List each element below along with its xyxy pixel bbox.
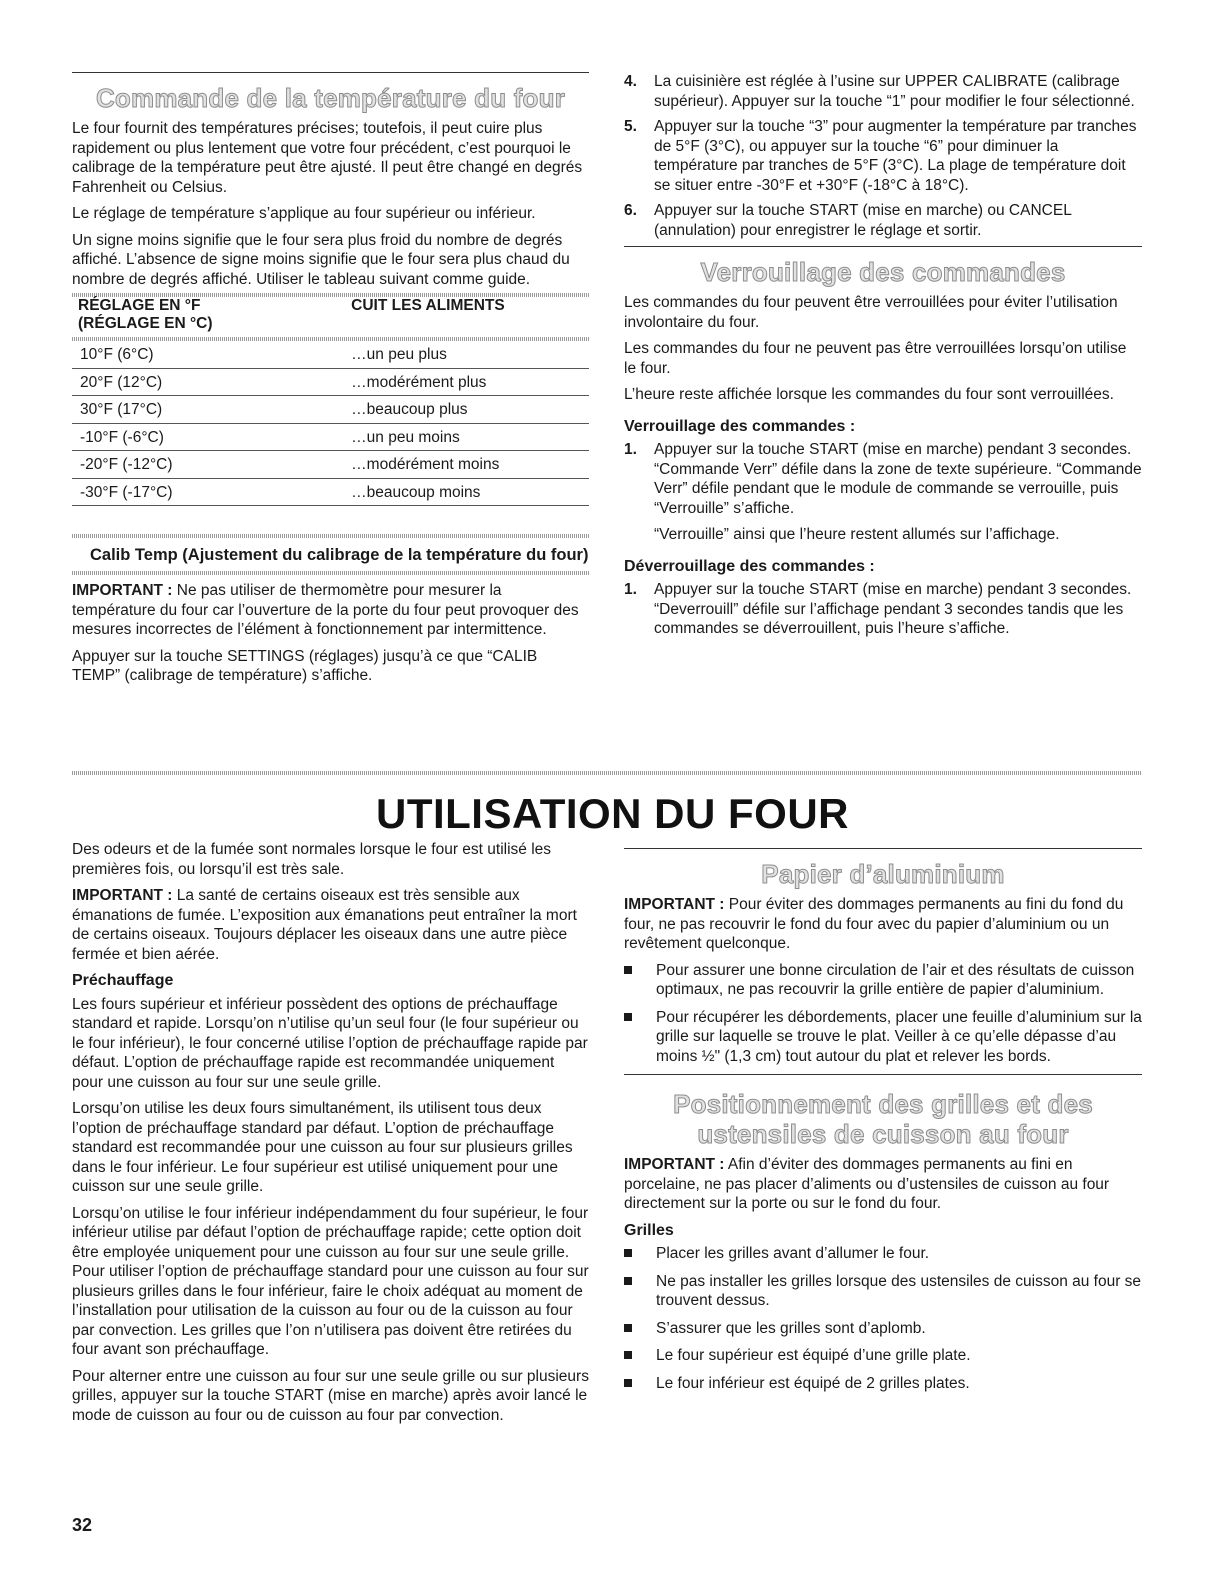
bullet-text: Le four supérieur est équipé d’une grille plate. [656,1347,971,1364]
calib-important [72,581,589,640]
lock-paragraph-2: Les commandes du four ne peuvent pas être verrouillées lorsqu’on utilise le four. [624,340,1127,377]
unlock-steps-list [624,580,1142,639]
unlock-step [624,580,1142,639]
racks-heading [624,1089,1142,1149]
table-row [72,396,589,424]
square-bullet-icon [624,1351,632,1359]
lock-step-note: “Verrouille” ainsi que l’heure restent allumés sur l’affichage. [654,526,1060,543]
table-cell-result: …beaucoup moins [351,478,589,506]
square-bullet-icon [624,1324,632,1332]
temp-control-paragraph-2: Le réglage de température s’applique au four supérieur ou inférieur. [72,205,536,222]
table-cell-setting: 30°F (17°C) [72,396,351,424]
important-label: IMPORTANT : [624,1156,725,1173]
lock-paragraph-1: Les commandes du four peuvent être verrouillées pour éviter l’utilisation involontaire du four. [624,294,1118,331]
usage-paragraph-1: Des odeurs et de la fumée sont normales lorsque le four est utilisé les premières fois, ou lorsqu’il est très sale. [72,841,552,878]
step-number: 1. [624,441,637,458]
foil-important-text: Pour éviter des dommages permanents au fini du fond du four, ne pas recouvrir le fond du four avec du papier d’aluminium ou un revêtement quelconque. [624,896,1124,952]
calib-step-text: La cuisinière est réglée à l’usine sur UPPER CALIBRATE (calibrage supérieur). Appuyer sur la touche “1” pour modifier le four sélectionné. [654,73,1135,110]
unlock-step-note: “Deverrouill” défile sur l’affichage pendant 3 secondes tandis que les commandes se déverrouillent, puis l’heure s’affiche. [654,600,1124,637]
usage-important [72,886,589,964]
racks-important [624,1155,1142,1214]
table-row [72,423,589,451]
table-cell-setting: 10°F (6°C) [72,341,351,368]
section-rule [72,72,589,73]
temp-control-paragraph-1: Le four fournit des températures précises; toutefois, il peut cuire plus rapidement ou plus lentement que votre four précédent, c’est pourquoi le calibrage de la température peut être ajusté. Il peut être changé en degrés Fahrenheit ou Celsius. [72,120,583,196]
table-cell-result: …un peu moins [351,423,589,451]
bullet-item [624,1319,1142,1339]
square-bullet-icon [624,1379,632,1387]
table-header-setting [72,297,351,337]
table-row [72,368,589,396]
bullet-item [624,1374,1142,1394]
table-cell-result: …modérément moins [351,451,589,479]
usage-important-text: La santé de certains oiseaux est très sensible aux émanations de fumée. L’exposition aux émanations peut entraîner la mort de certains oiseaux. Toujours déplacer les oiseaux dans une autre pièce fermée et bien aérée. [72,887,577,963]
step-number: 6. [624,202,637,219]
calibration-table [72,297,589,337]
calib-step [624,117,1142,195]
square-bullet-icon [624,966,632,974]
step-number: 1. [624,581,637,598]
preheat-subheading: Préchauffage [72,972,174,989]
table-cell-result: …modérément plus [351,368,589,396]
lock-step [624,440,1142,545]
table-cell-setting: -30°F (-17°C) [72,478,351,506]
table-header-setting-c: (RÉGLAGE EN °C) [78,315,213,332]
bullet-text: Pour assurer une bonne circulation de l’air et des résultats de cuisson optimaux, ne pas recouvrir la grille entière de papier d’aluminium. [656,961,1135,998]
calib-divider-bottom [72,571,589,575]
important-label: IMPORTANT : [72,582,173,599]
page-title: UTILISATION DU FOUR [375,790,850,837]
unlock-subheading: Déverrouillage des commandes : [624,557,875,575]
racks-important-text: Afin d’éviter des dommages permanents au fini en porcelaine, ne pas placer d’aliments ou d’ustensiles de cuisson au four directement sur la porte ou sur le fond du four. [624,1156,1110,1212]
lock-paragraph-3: L’heure reste affichée lorsque les commandes du four sont verrouillées. [624,386,1114,403]
table-row [72,478,589,506]
calib-important-text: Ne pas utiliser de thermomètre pour mesurer la température du four car l’ouverture de la porte du four peut provoquer des mesures incorrectes de l’élément à fonctionnement par intermittence. [72,582,579,638]
table-row [72,451,589,479]
preheat-paragraph-3: Lorsqu’on utilise le four inférieur indépendamment du four supérieur, le four inférieur utilise par défaut l’option de préchauffage rapide; cette option doit être employée uniquement pour une cuisson au four sur une seule grille. Pour utiliser l’option de préchauffage standard pour une cuisson au four sur plusieurs grilles dans le four inférieur, faire le choix adéquat au moment de l’installation pour utilisation de la cuisson au four ou de la cuisson au four par convection. Les grilles que l’on n’utilisera pas doivent être retirées du four avant son préchauffage. [72,1204,589,1358]
calib-and-lock-section [624,72,1142,645]
racks-heading-line-1: Positionnement des grilles et des [673,1089,1093,1119]
page-divider [72,771,1142,775]
calib-step [624,72,1142,111]
foil-important [624,895,1142,954]
calib-step-text: Appuyer sur la touche START (mise en marche) ou CANCEL (annulation) pour enregistrer le réglage et sortir. [654,202,1072,239]
square-bullet-icon [624,1249,632,1257]
unlock-step-text: Appuyer sur la touche START (mise en marche) pendant 3 secondes. [654,581,1132,598]
lock-step-text: Appuyer sur la touche START (mise en marche) pendant 3 secondes. “Commande Verr” défile dans la zone de texte supérieure. “Commande Verr” défile pendant que le module de commande se verrouille, puis “Verrouille” s’affiche. [654,441,1142,517]
bullet-text: S’assurer que les grilles sont d’aplomb. [656,1319,926,1337]
temp-control-heading: Commande de la température du four [95,83,566,113]
lock-subheading: Verrouillage des commandes : [624,417,856,435]
table-row [72,341,589,368]
important-label: IMPORTANT : [624,896,725,913]
step-number: 5. [624,118,637,135]
square-bullet-icon [624,1013,632,1021]
grilles-subheading: Grilles [624,1221,674,1239]
bullet-text: Placer les grilles avant d’allumer le four. [656,1245,930,1262]
table-cell-result: …beaucoup plus [351,396,589,424]
section-rule [624,246,1142,247]
square-bullet-icon [624,1277,632,1285]
preheat-paragraph-2: Lorsqu’on utilise les deux fours simultanément, ils utilisent tous deux l’option de préchauffage standard par défaut. L’option de préchauffage standard est recommandée pour une cuisson au four sur plusieurs grilles dans le four inférieur. Le four supérieur est utilisé uniquement pour une cuisson sur une seule grille. [72,1100,573,1195]
bullet-text: Pour récupérer les débordements, placer une feuille d’aluminium sur la grille sur laquelle se trouve le plat. Veiller à ce qu’elle dépasse d’au moins ½" (1,3 cm) tout autour du plat et relever les bords. [656,1008,1142,1065]
table-header-row [72,297,589,337]
calib-step [624,201,1142,240]
bullet-item [624,1346,1142,1366]
racks-bullet-list [624,1244,1142,1393]
table-cell-result: …un peu plus [351,341,589,368]
bullet-text: Ne pas installer les grilles lorsque des ustensiles de cuisson au four se trouvent dessus. [656,1272,1142,1309]
temp-control-paragraph-3: Un signe moins signifie que le four sera plus froid du nombre de degrés affiché. L’absence de signe moins signifie que le four sera plus chaud du nombre de degrés affiché. Utiliser le tableau suivant comme guide. [72,231,570,288]
lock-heading: Verrouillage des commandes [700,257,1066,287]
preheat-paragraph-4: Pour alterner entre une cuisson au four sur une seule grille ou sur plusieurs grilles, appuyer sur la touche START (mise en marche) après avoir lancé le mode de cuisson au four ou de cuisson au four par convection. [72,1367,589,1424]
oven-usage-section [72,840,589,1432]
preheat-paragraph-1: Les fours supérieur et inférieur possèdent des options de préchauffage standard et rapide. Lorsqu’on n’utilise qu’un seul four (le four supérieur ou le four inférieur), le four concerné utilise l’option de préchauffage rapide par défaut. L’option de préchauffage rapide est recommandée uniquement pour une cuisson au four sur une seule grille. [72,995,588,1091]
table-header-setting-f: RÉGLAGE EN °F [78,297,201,314]
foil-heading: Papier d’aluminium [761,859,1005,889]
racks-heading-line-2: ustensiles de cuisson au four [697,1119,1069,1149]
table-cell-setting: -10°F (-6°C) [72,423,351,451]
calibration-table-body [72,341,589,506]
foil-bullet-list [624,961,1142,1067]
foil-and-racks-section [624,848,1142,1401]
step-number: 4. [624,73,637,90]
section-rule [624,848,1142,849]
important-label: IMPORTANT : [72,887,173,904]
page-number: 32 [72,1515,93,1535]
section-rule [624,1074,1142,1075]
calib-steps-list [624,72,1142,240]
calib-step-text: Appuyer sur la touche “3” pour augmenter la température par tranches de 5°F (3°C), ou appuyer sur la touche “6” pour diminuer la température par tranches de 5°F (3°C). La plage de température doit se situer entre -30°F et +30°F (-18°C à 18°C). [654,118,1137,194]
bullet-item [624,1008,1142,1067]
bullet-text: Le four inférieur est équipé de 2 grilles plates. [656,1374,970,1392]
calib-settings-instruction: Appuyer sur la touche SETTINGS (réglages) jusqu’à ce que “CALIB TEMP” (calibrage de température) s’affiche. [72,647,538,684]
table-header-result: CUIT LES ALIMENTS [351,297,505,314]
bullet-item [624,1244,1142,1264]
table-cell-setting: -20°F (-12°C) [72,451,351,479]
calib-temp-title: Calib Temp (Ajustement du calibrage de la température du four) [90,546,589,564]
table-cell-setting: 20°F (12°C) [72,368,351,396]
temp-control-section [72,72,589,693]
bullet-item [624,961,1142,1000]
bullet-item [624,1272,1142,1311]
lock-steps-list [624,440,1142,545]
